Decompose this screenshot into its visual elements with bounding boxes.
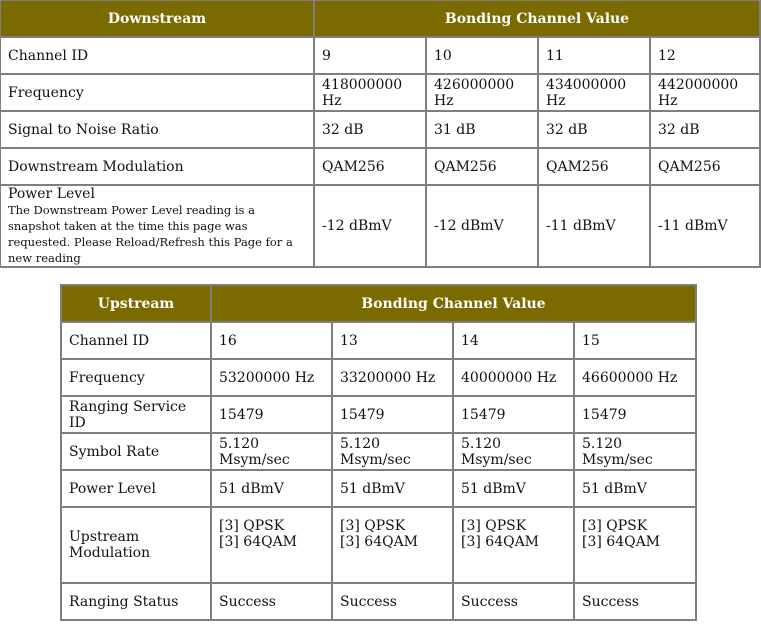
cell-value: 51 dBmV [575,471,695,506]
cell-value: 51 dBmV [454,471,573,506]
row-label: Ranging Status [62,584,210,619]
cell-value: 31 dB [427,112,537,147]
cell-value: 5.120 Msym/sec [575,434,695,469]
cell-value: 5.120 Msym/sec [454,434,573,469]
cell-value: 13 [333,323,452,358]
modulation-cell [454,508,573,582]
power-level-cell [1,186,313,266]
cell-value: 418000000 Hz [315,75,425,110]
power-level-note: The Downstream Power Level reading is a snapshot taken at the time this page was requested. Please Reload/Refresh this Page for a new reading [8,203,293,265]
cell-value: Success [454,584,573,619]
cell-value: 15 [575,323,695,358]
cell-value: -11 dBmV [539,186,649,266]
table-row [1,112,759,147]
table-row [62,360,695,395]
row-label: Channel ID [62,323,210,358]
table-row [62,471,695,506]
cell-value: 51 dBmV [333,471,452,506]
cell-value: QAM256 [427,149,537,184]
row-label: Downstream Modulation [1,149,313,184]
cell-value: 14 [454,323,573,358]
cell-value: 46600000 Hz [575,360,695,395]
modulation-line: [3] QPSK [219,518,285,534]
cell-value: 442000000 Hz [651,75,759,110]
cell-value: 15479 [212,397,331,432]
cell-value: 32 dB [539,112,649,147]
modulation-line: [3] QPSK [461,518,527,534]
downstream-header: Downstream [1,1,313,36]
cell-value: QAM256 [315,149,425,184]
table-row [62,508,695,582]
cell-value: 33200000 Hz [333,360,452,395]
cell-value: 12 [651,38,759,73]
cell-value: Success [333,584,452,619]
downstream-bonding-header: Bonding Channel Value [315,1,759,36]
cell-value: 32 dB [315,112,425,147]
cell-value: 434000000 Hz [539,75,649,110]
cell-value: -12 dBmV [427,186,537,266]
cell-value: 5.120 Msym/sec [212,434,331,469]
upstream-header: Upstream [62,286,210,321]
cell-value: -12 dBmV [315,186,425,266]
modulation-cell [575,508,695,582]
cell-value: -11 dBmV [651,186,759,266]
cell-value: 51 dBmV [212,471,331,506]
table-row [62,434,695,469]
cell-value: 40000000 Hz [454,360,573,395]
cell-value: Success [575,584,695,619]
table-row [1,149,759,184]
modulation-cell [333,508,452,582]
row-label: Frequency [62,360,210,395]
modulation-line: [3] 64QAM [582,534,661,550]
row-label: Symbol Rate [62,434,210,469]
table-row [1,38,759,73]
cell-value: 32 dB [651,112,759,147]
table-row [1,186,759,266]
upstream-table [60,284,697,621]
cell-value: 15479 [575,397,695,432]
row-label: Upstream Modulation [62,508,210,582]
cell-value: 11 [539,38,649,73]
table-row [62,584,695,619]
modulation-line: [3] 64QAM [340,534,419,550]
cell-value: 9 [315,38,425,73]
row-label: Power Level [62,471,210,506]
table-row [62,397,695,432]
table-row [1,75,759,110]
downstream-table [0,0,761,268]
cell-value: 16 [212,323,331,358]
cell-value: QAM256 [539,149,649,184]
cell-value: QAM256 [651,149,759,184]
cell-value: 53200000 Hz [212,360,331,395]
cell-value: 5.120 Msym/sec [333,434,452,469]
cell-value: 10 [427,38,537,73]
modulation-cell [212,508,331,582]
row-label: Frequency [1,75,313,110]
cell-value: 426000000 Hz [427,75,537,110]
table-row [62,323,695,358]
modulation-line: [3] QPSK [340,518,406,534]
row-label: Channel ID [1,38,313,73]
cell-value: 15479 [454,397,573,432]
row-label: Ranging Service ID [62,397,210,432]
cell-value: 15479 [333,397,452,432]
modulation-line: [3] 64QAM [219,534,298,550]
modulation-line: [3] 64QAM [461,534,540,550]
cell-value: Success [212,584,331,619]
row-label: Power Level [8,186,95,202]
modulation-line: [3] QPSK [582,518,648,534]
upstream-bonding-header: Bonding Channel Value [212,286,695,321]
row-label: Signal to Noise Ratio [1,112,313,147]
